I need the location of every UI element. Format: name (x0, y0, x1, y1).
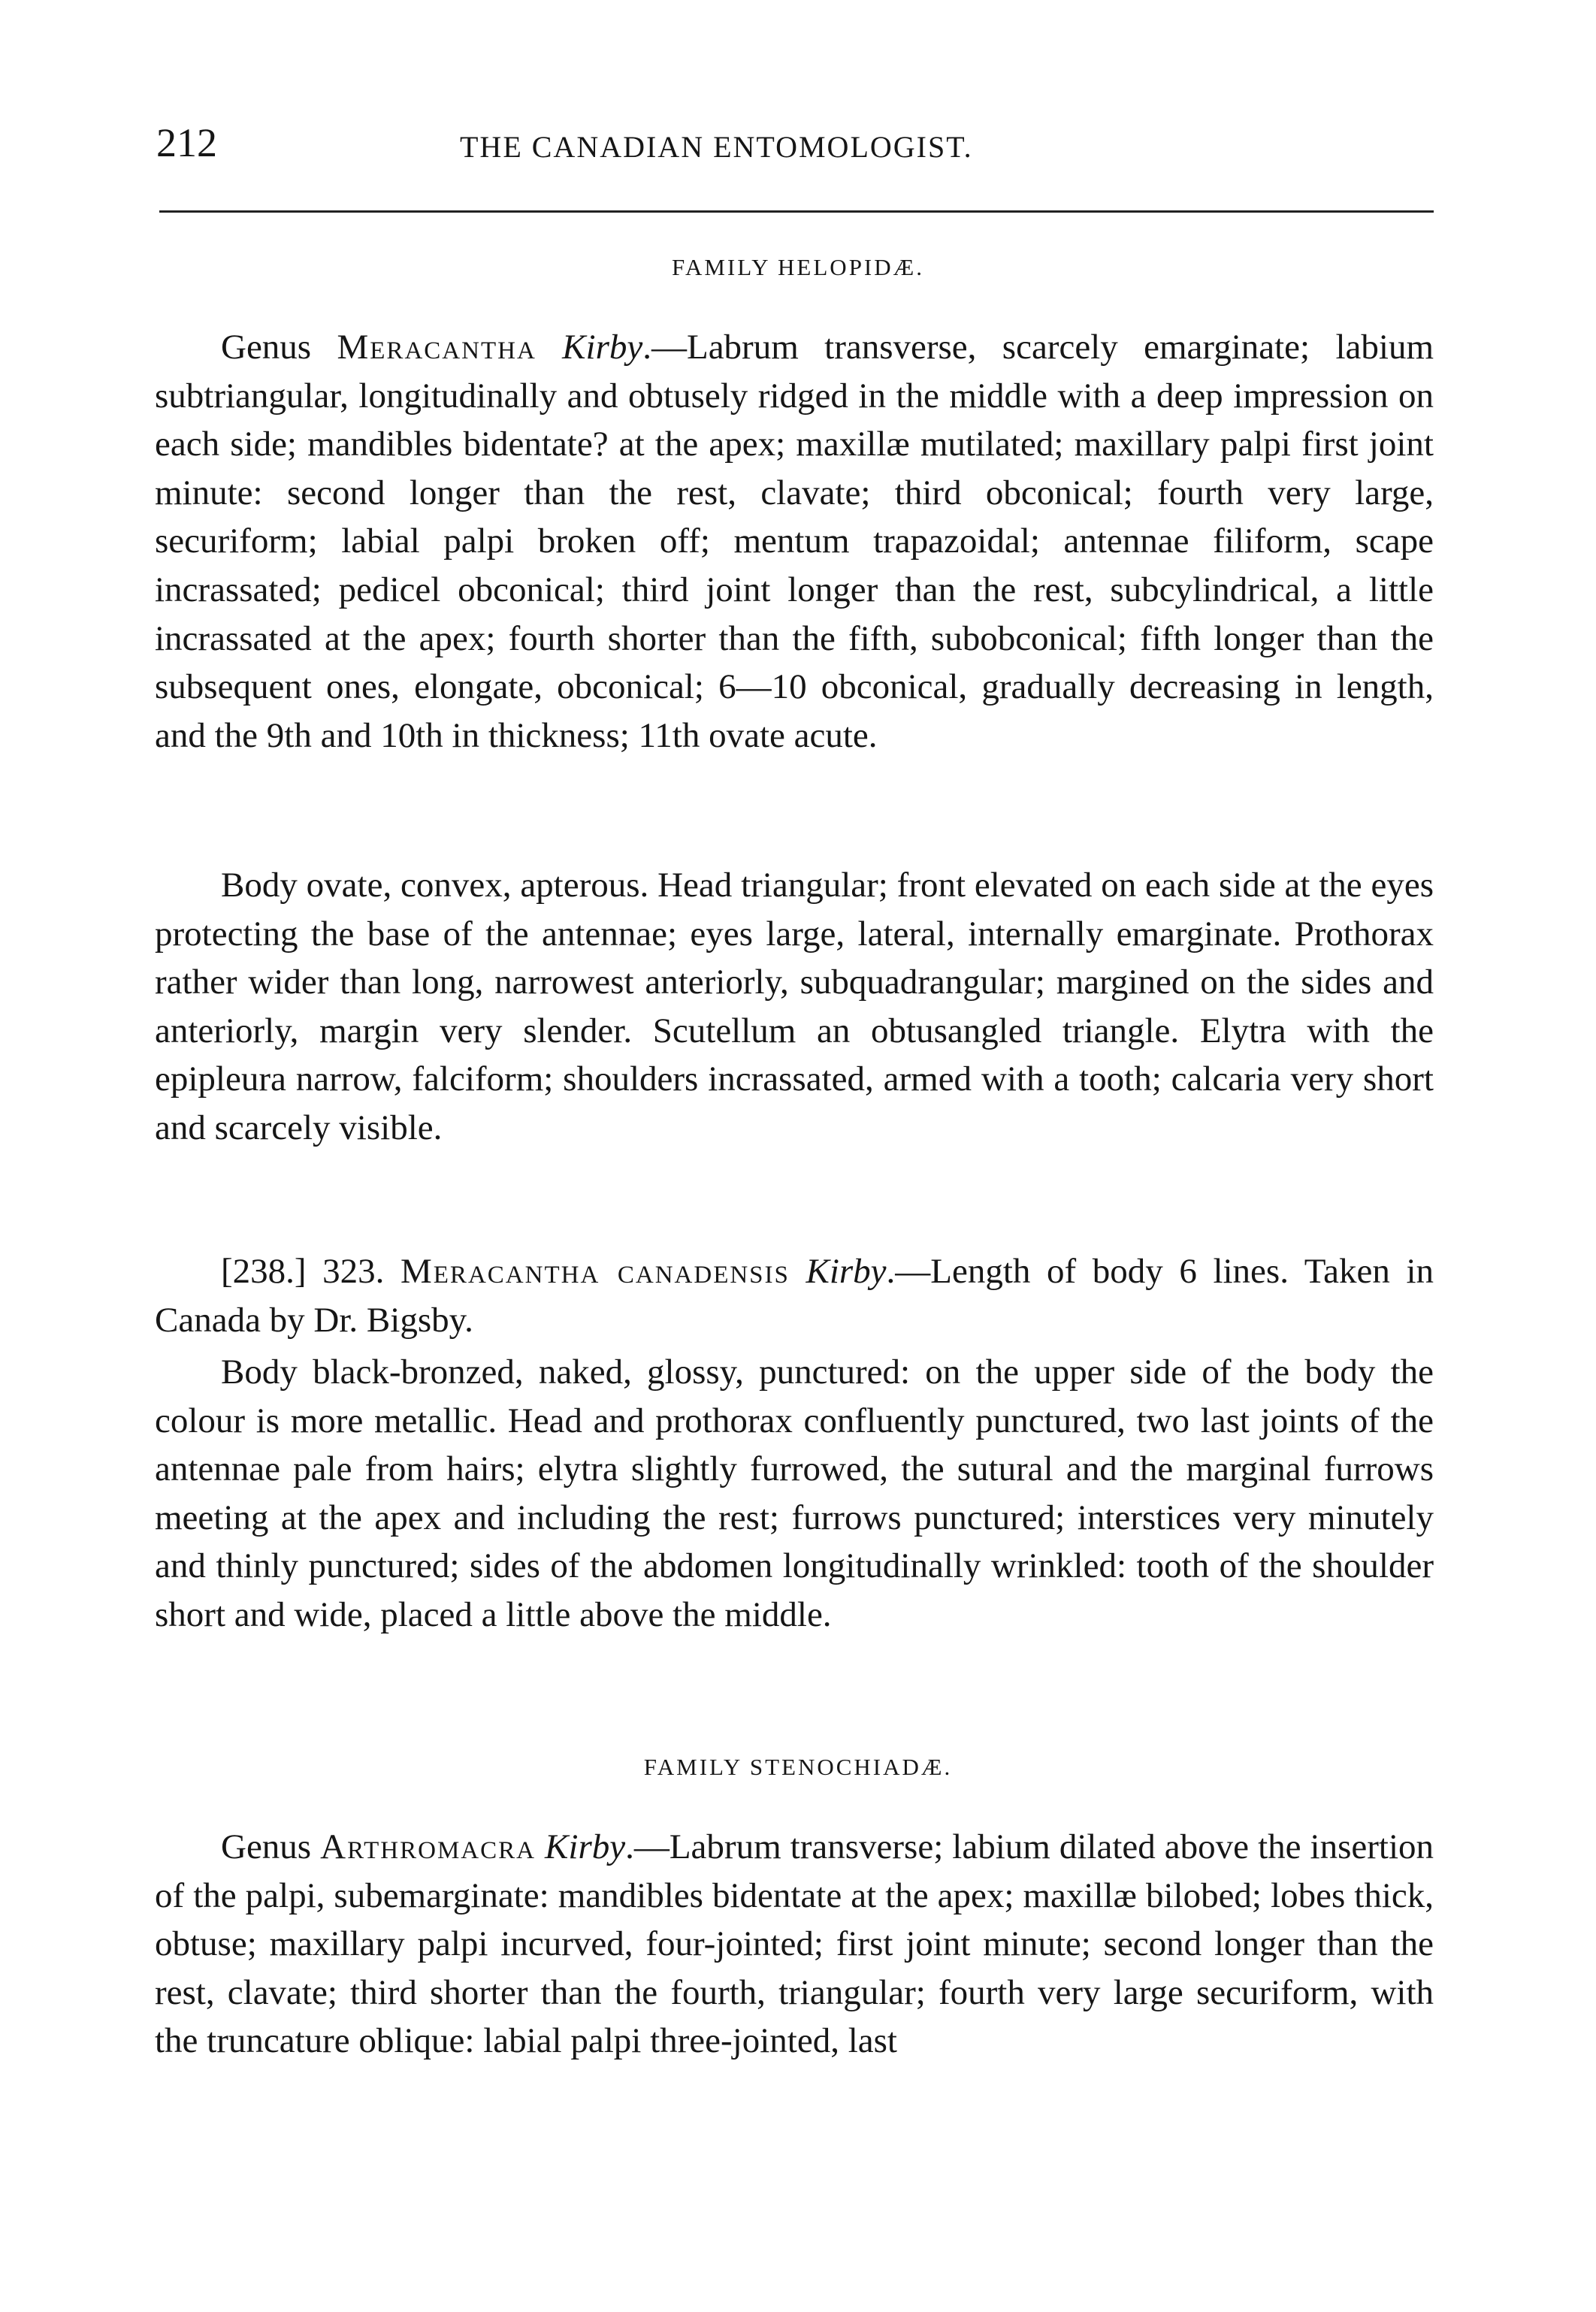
genus-description: .—Labrum transverse; labium dilated above the insertion of the palpi, subemarginate: mandibles bidentate at the apex; maxillæ bilobed; lobes thick, obtuse; maxillary palpi incurved, four-jointed; first joint minute; second longer than the rest, clavate; third shorter than the fourth, triangular; fourth very large securiform, with the truncature oblique: labial palpi three-jointed, last (155, 1827, 1434, 2061)
species-author: Kirby (806, 1252, 887, 1291)
species-reference: [238.] 323. (221, 1252, 401, 1291)
header-rule (159, 210, 1434, 213)
genus-name: Meracantha (337, 328, 537, 367)
species-name: Meracantha canadensis (400, 1252, 790, 1291)
species-description-paragraph: Body black-bronzed, naked, glossy, punctured: on the upper side of the body the colour is more metallic. Head and prothorax confluently punctured, two last joints of the antennae pale from hairs; elytra slightly furrowed, the sutural and the marginal furrows meeting at the apex and including the rest; furrows punctured; interstices very minutely and thinly punctured; sides of the abdomen longitudinally wrinkled: tooth of the shoulder short and wide, placed a little above the middle. (155, 1352, 1434, 1634)
body-description-paragraph: Body ovate, convex, apterous. Head triangular; front elevated on each side at the eyes protecting the base of the antennae; eyes large, lateral, internally emarginate. Prothorax rather wider than long, narrowest anteriorly, subquadrangular; margined on the sides and anteriorly, margin very slender. Scutellum an obtusangled triangle. Elytra with the epipleura narrow, falciform; shoulders incrassated, armed with a tooth; calcaria very short and scarcely visible. (155, 866, 1434, 1147)
page-number: 212 (156, 120, 217, 165)
species-summary: .—Length of body 6 lines. Taken in Canada by Dr. Bigsby. (155, 1252, 1434, 1340)
family-heading-stenochiadae: FAMILY STENOCHIADÆ. (643, 1754, 953, 1780)
species-meracantha-canadensis-paragraph (155, 1247, 1434, 1344)
family-heading-helopidae: FAMILY HELOPIDÆ. (672, 254, 924, 280)
genus-description: .—Labrum transverse, scarcely emarginate; labium subtriangular, longitudinally and obtusely ridged in the middle with a deep impression on each side; mandibles bidentate? at the apex; maxillæ mutilated; maxillary palpi first joint minute: second longer than the rest, clavate; third obconical; fourth very large, securiform; labial palpi broken off; mentum trapazoidal; antennae filiform, scape incrassated; pedicel obconical; third joint longer than the rest, subcylindrical, a little incrassated at the apex; fourth shorter than the fifth, subobconical; fifth longer than the subsequent ones, elongate, obconical; 6—10 obconical, gradually decreasing in length, and the 9th and 10th in thickness; 11th ovate acute. (155, 328, 1434, 755)
genus-lead: Genus (221, 1827, 321, 1866)
genus-lead: Genus (221, 328, 337, 367)
genus-name: Arthromacra (320, 1827, 536, 1866)
genus-author: Kirby (562, 328, 643, 367)
genus-author: Kirby (545, 1827, 626, 1866)
genus-meracantha-paragraph (155, 323, 1434, 760)
running-title: THE CANADIAN ENTOMOLOGIST. (460, 130, 973, 164)
genus-arthromacra-paragraph (155, 1823, 1434, 2066)
